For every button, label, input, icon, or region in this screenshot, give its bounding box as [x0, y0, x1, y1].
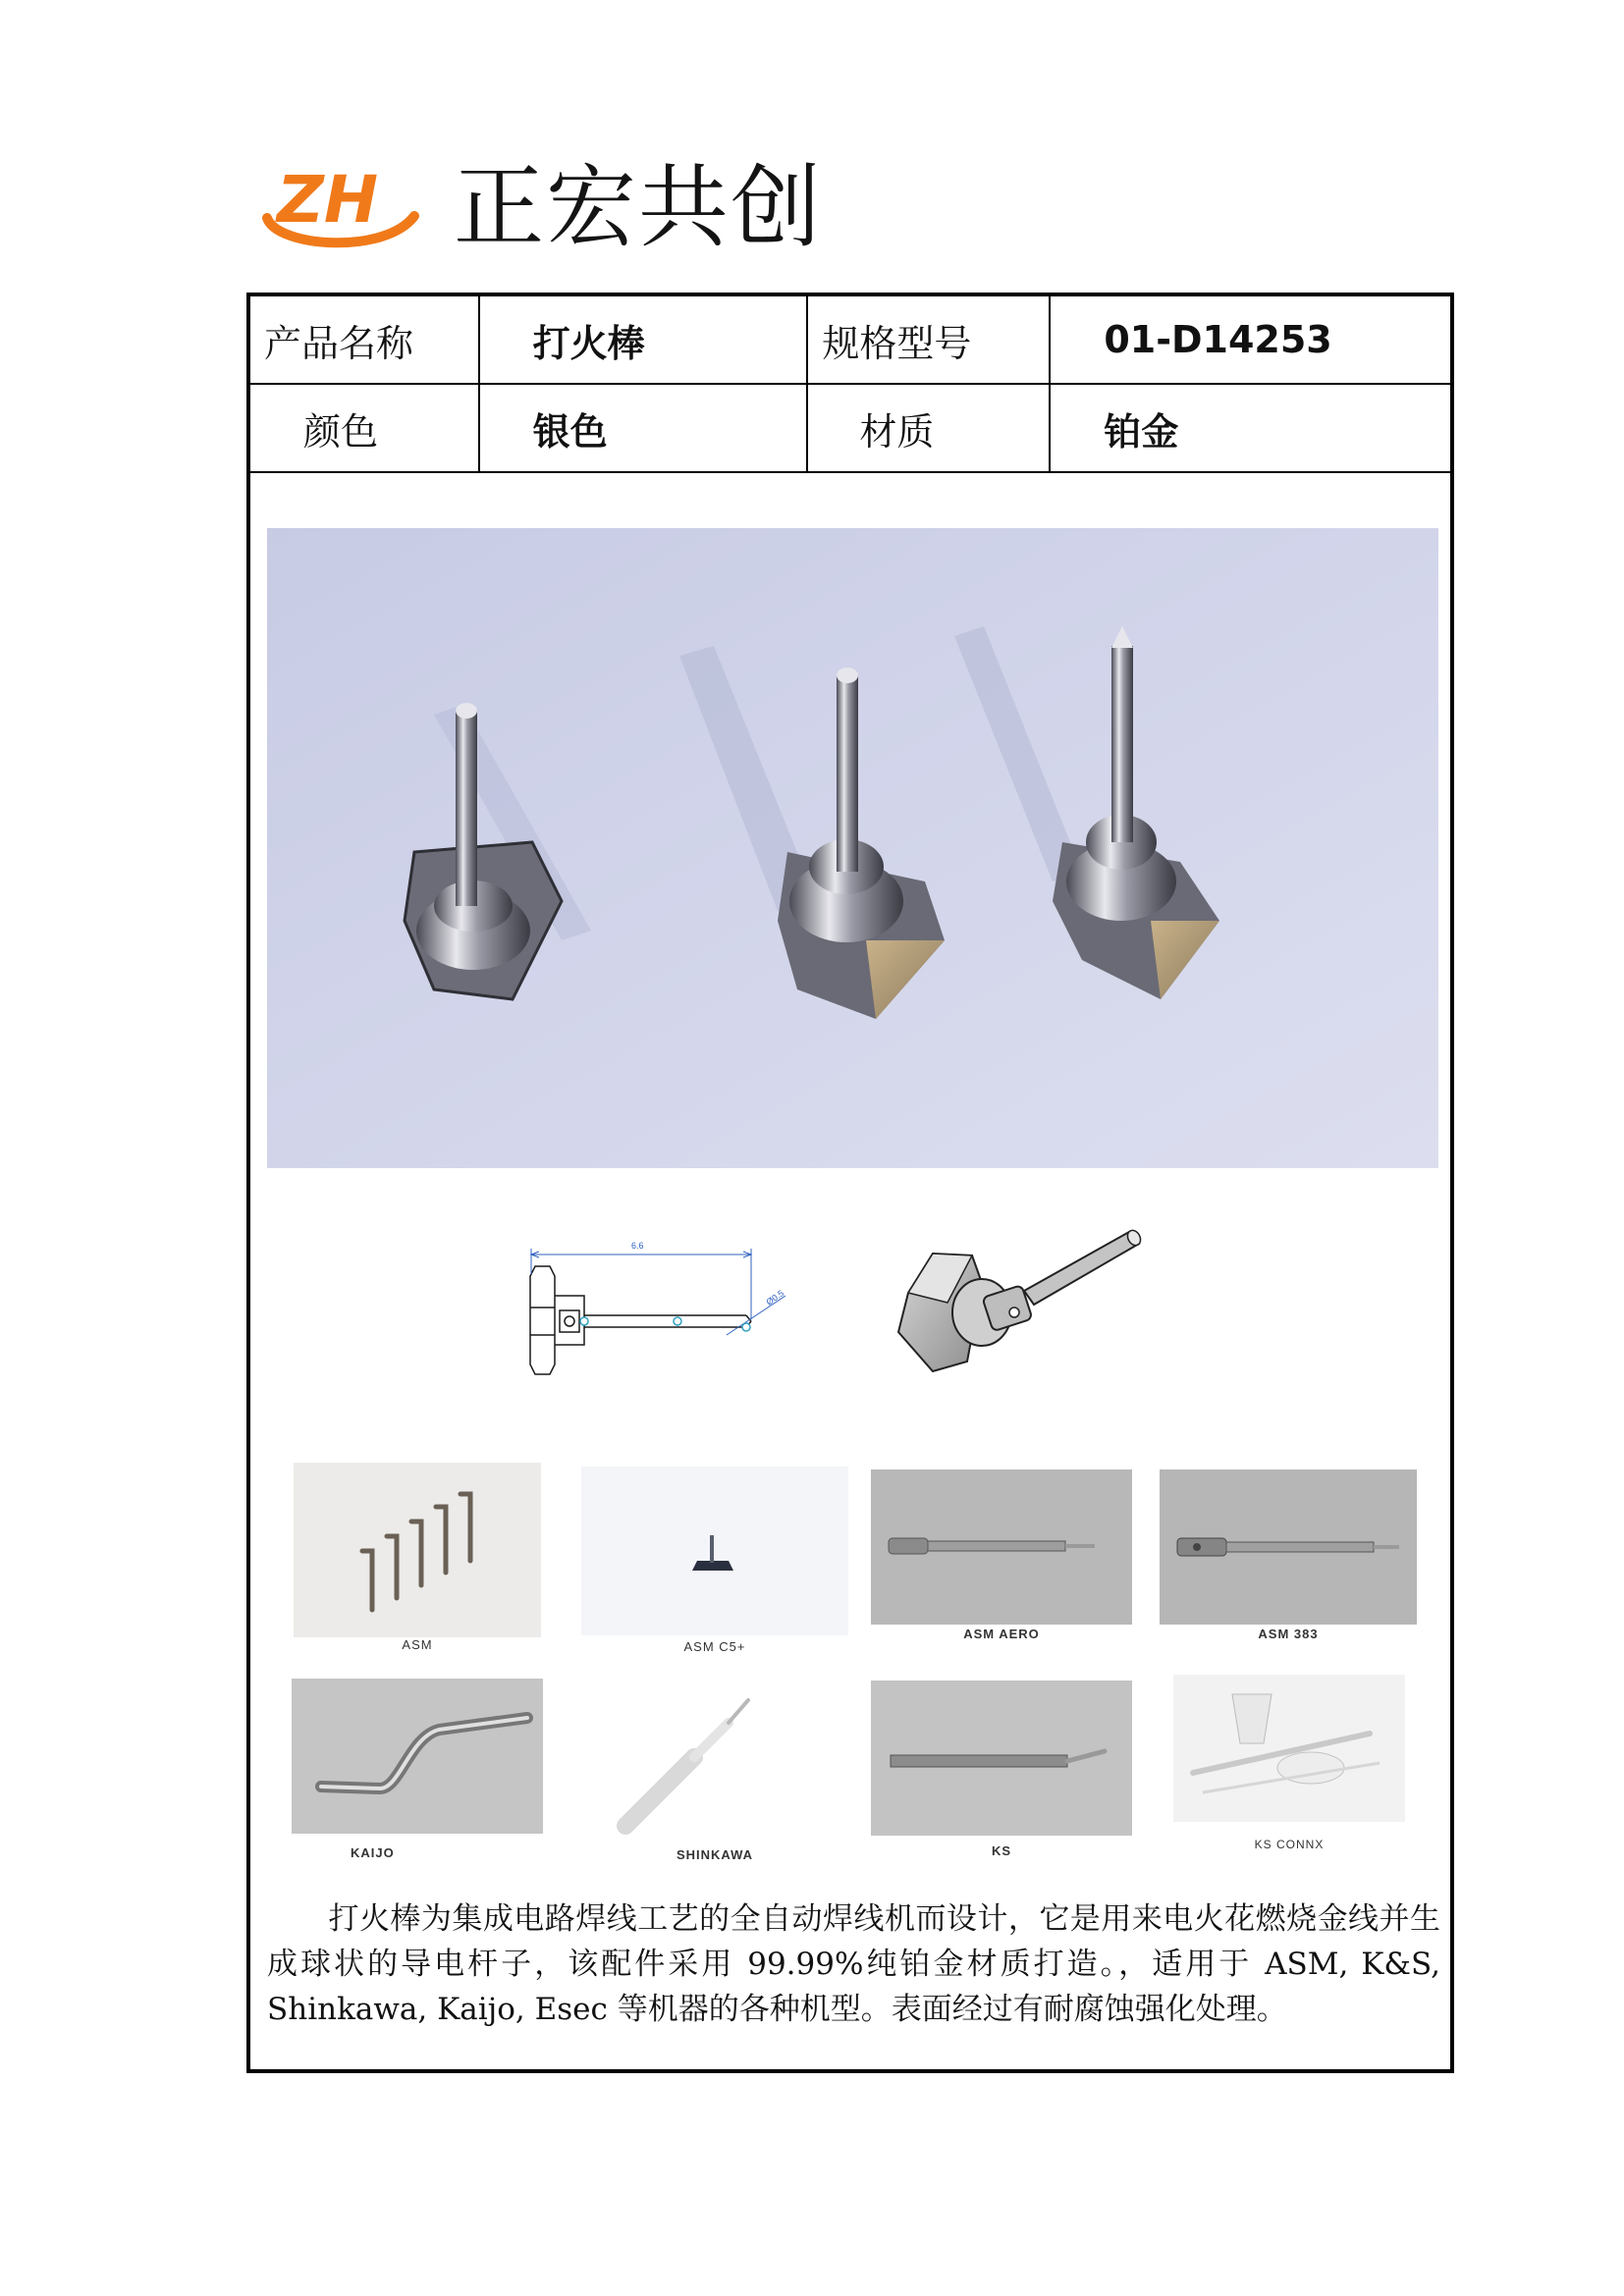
variant-kaijo	[292, 1679, 543, 1865]
product-description	[267, 1896, 1440, 2032]
variant-ks	[871, 1681, 1132, 1867]
variant-asm-383-image	[1160, 1469, 1417, 1625]
variant-asm-aero-image	[871, 1469, 1132, 1625]
model-value: 01-D14253	[1050, 296, 1450, 384]
company-name: 正宏共创	[454, 155, 824, 260]
spec-row-name	[250, 296, 1450, 384]
variant-asm-c5	[581, 1467, 848, 1653]
product-name-value: 打火棒	[479, 296, 808, 384]
product-sheet	[246, 293, 1454, 2073]
variant-kaijo-image	[292, 1679, 543, 1834]
model-label: 规格型号	[807, 296, 1050, 384]
logo-mark-text: ZH	[277, 162, 379, 238]
color-label: 颜色	[250, 384, 479, 472]
technical-drawing	[525, 1237, 839, 1394]
variant-asm-aero	[871, 1469, 1132, 1656]
variant-asm-c5-caption: ASM C5+	[683, 1639, 746, 1654]
variant-asm-383	[1160, 1469, 1417, 1656]
zh-logo-icon	[257, 157, 424, 255]
spec-table	[250, 296, 1450, 473]
variant-ks-caption: KS	[991, 1843, 1012, 1858]
variant-ks-connx-caption: KS CONNX	[1254, 1838, 1325, 1851]
dimension-length: 6.6	[631, 1241, 644, 1251]
description-text: 打火棒为集成电路焊线工艺的全自动焊线机而设计，它是用来电火花燃烧金线并生成球状的导电杆子，该配件采用 99.99%纯铂金材质打造。，适用于 ASM, K&S, Shinkawa, Kaijo, Esec 等机器的各种机型。表面经过有耐腐蚀强化处理。	[267, 1901, 1440, 2027]
company-logo	[257, 157, 827, 265]
variant-shinkawa-image	[581, 1679, 848, 1843]
color-value: 银色	[479, 384, 808, 472]
variant-shinkawa-caption: SHINKAWA	[676, 1847, 754, 1862]
dimension-diameter: Ø0.5	[764, 1288, 786, 1308]
variant-asm-383-caption: ASM 383	[1258, 1627, 1319, 1641]
variant-shinkawa	[581, 1679, 848, 1865]
variant-asm-image	[294, 1463, 541, 1637]
variant-ks-connx-image	[1173, 1675, 1405, 1822]
variant-ks-image	[871, 1681, 1132, 1836]
variant-ks-connx	[1173, 1675, 1405, 1861]
3d-render	[889, 1214, 1144, 1411]
product-name-label: 产品名称	[250, 296, 479, 384]
product-photo	[267, 528, 1438, 1168]
material-value: 铂金	[1050, 384, 1450, 472]
material-label: 材质	[807, 384, 1050, 472]
variant-kaijo-caption: KAIJO	[351, 1845, 395, 1860]
spec-row-color	[250, 384, 1450, 472]
variant-asm-caption: ASM	[402, 1637, 433, 1652]
variant-asm	[294, 1463, 541, 1652]
variant-asm-c5-image	[581, 1467, 848, 1635]
variant-asm-aero-caption: ASM AERO	[963, 1627, 1040, 1641]
